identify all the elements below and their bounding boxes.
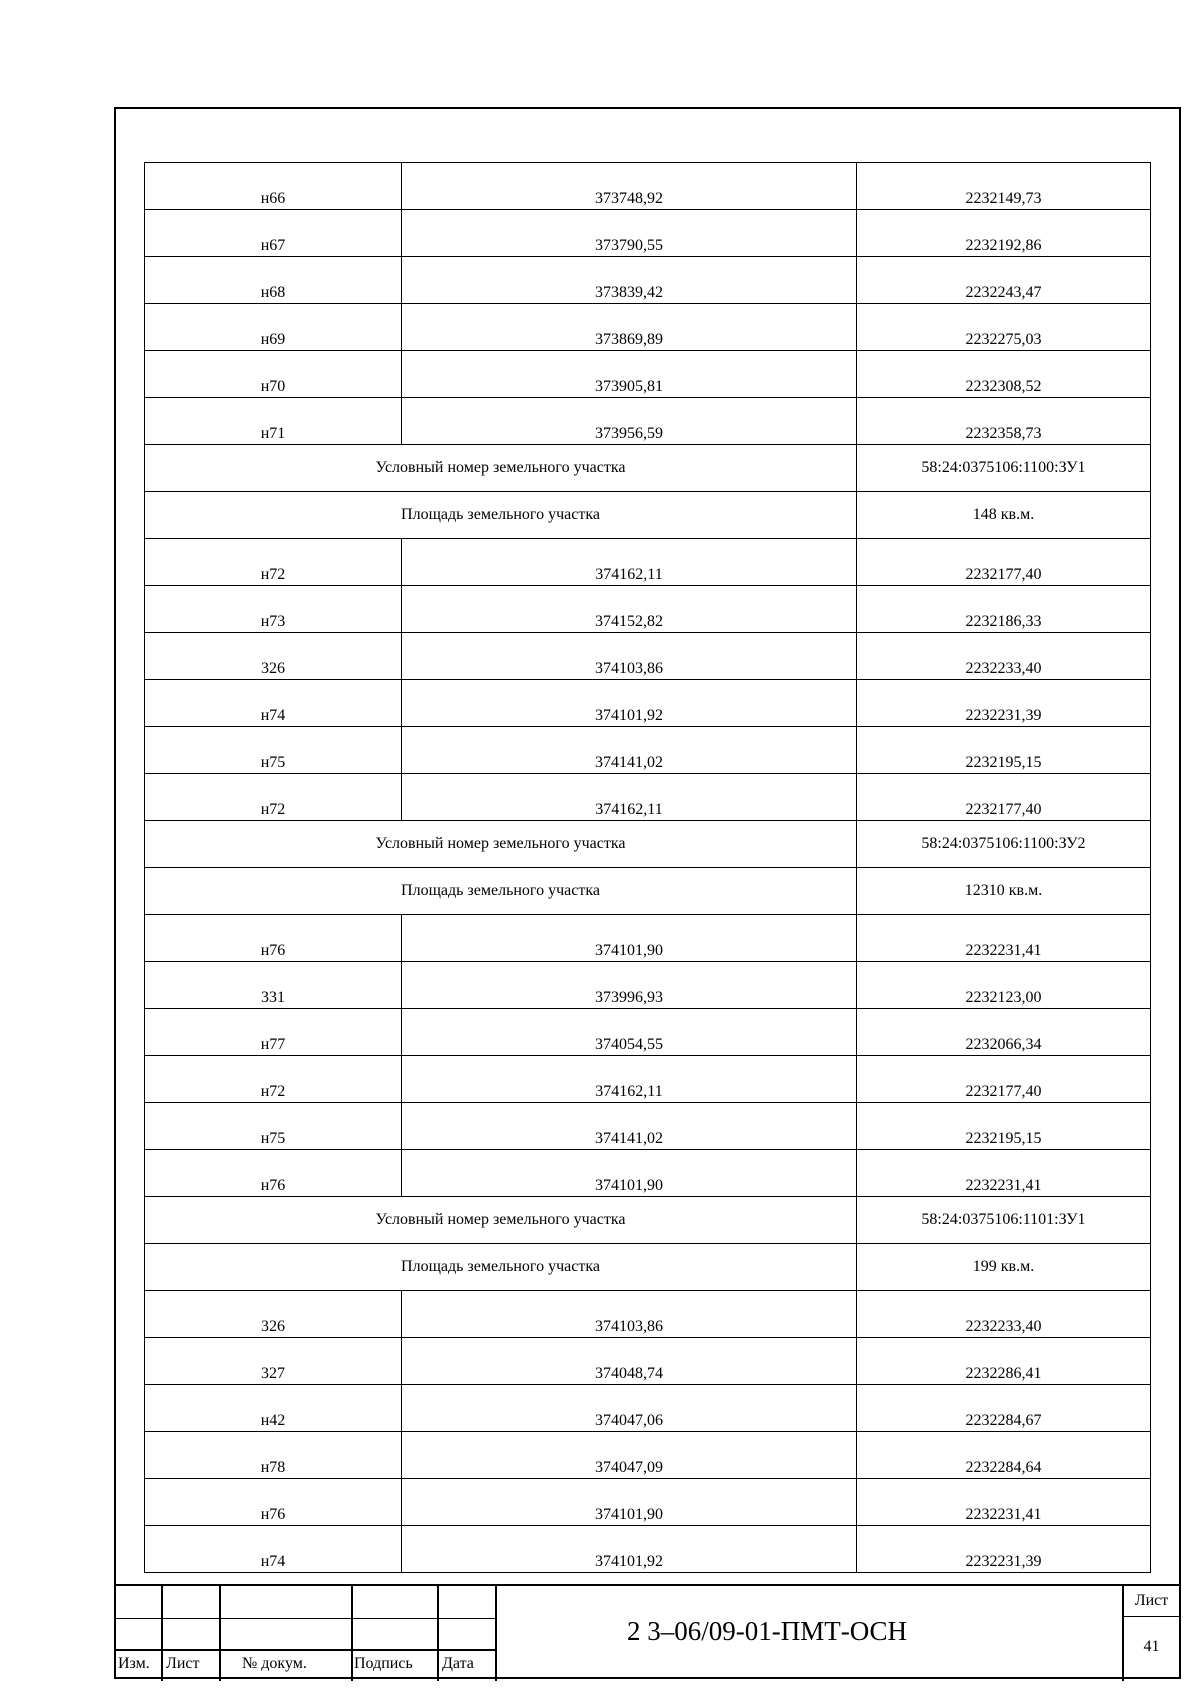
y-coordinate-cell [857, 210, 1151, 257]
y-coordinate-cell-text: 2232358,73 [965, 425, 1042, 442]
coordinate-row [145, 727, 1151, 774]
point-cell-text: н72 [260, 1083, 286, 1100]
y-coordinate-cell [857, 1009, 1151, 1056]
point-cell [145, 1103, 402, 1150]
point-cell-text: н76 [260, 1506, 286, 1523]
coordinate-row [145, 962, 1151, 1009]
x-coordinate-cell-text: 374162,11 [595, 566, 663, 583]
parcel-info-label [145, 1244, 857, 1291]
point-cell [145, 351, 402, 398]
coordinate-row [145, 680, 1151, 727]
x-coordinate-cell [402, 304, 857, 351]
parcel-info-row [145, 1197, 1151, 1244]
parcel-info-value [857, 1244, 1151, 1291]
point-cell-text: н67 [260, 237, 286, 254]
x-coordinate-cell-text: 374152,82 [595, 613, 663, 630]
point-cell [145, 1150, 402, 1197]
coordinate-row [145, 210, 1151, 257]
y-coordinate-cell-text: 2232231,41 [965, 942, 1042, 959]
coordinate-row [145, 1150, 1151, 1197]
y-coordinate-cell [857, 1385, 1151, 1432]
parcel-info-value [857, 868, 1151, 915]
x-coordinate-cell [402, 915, 857, 962]
point-cell [145, 257, 402, 304]
point-cell [145, 1385, 402, 1432]
y-coordinate-cell [857, 398, 1151, 445]
point-cell [145, 774, 402, 821]
point-cell-text: н72 [260, 801, 286, 818]
coordinate-row [145, 1291, 1151, 1338]
y-coordinate-cell [857, 586, 1151, 633]
parcel-info-value-text: 199 кв.м. [972, 1258, 1035, 1275]
sheet-number: 41 [1143, 1638, 1160, 1655]
point-cell [145, 727, 402, 774]
y-coordinate-cell [857, 1150, 1151, 1197]
y-coordinate-cell [857, 962, 1151, 1009]
y-coordinate-cell [857, 163, 1151, 210]
y-coordinate-cell-text: 2232284,64 [965, 1459, 1042, 1476]
point-cell-text: н71 [260, 425, 286, 442]
y-coordinate-cell-text: 2232177,40 [965, 1083, 1042, 1100]
point-cell [145, 915, 402, 962]
coordinate-row [145, 1385, 1151, 1432]
x-coordinate-cell [402, 962, 857, 1009]
point-cell [145, 304, 402, 351]
x-coordinate-cell-text: 374162,11 [595, 1083, 663, 1100]
coordinate-row [145, 1526, 1151, 1573]
coordinate-row [145, 163, 1151, 210]
stamp-label-signature: Подпись [354, 1655, 413, 1672]
point-cell-text: н69 [260, 331, 286, 348]
parcel-info-value-text: 58:24:0375106:1101:ЗУ1 [921, 1211, 1086, 1228]
point-cell [145, 163, 402, 210]
parcel-info-row [145, 492, 1151, 539]
y-coordinate-cell-text: 2232177,40 [965, 801, 1042, 818]
y-coordinate-cell [857, 680, 1151, 727]
point-cell [145, 1338, 402, 1385]
point-cell [145, 539, 402, 586]
coordinate-row [145, 1056, 1151, 1103]
x-coordinate-cell-text: 374101,90 [595, 942, 663, 959]
x-coordinate-cell [402, 1009, 857, 1056]
point-cell-text: н68 [260, 284, 286, 301]
parcel-info-label-text: Площадь земельного участка [401, 882, 600, 899]
point-cell-text: н76 [260, 942, 286, 959]
x-coordinate-cell [402, 1291, 857, 1338]
y-coordinate-cell-text: 2232243,47 [965, 284, 1042, 301]
title-block [114, 1584, 1181, 1679]
x-coordinate-cell [402, 398, 857, 445]
point-cell [145, 680, 402, 727]
coordinate-row [145, 304, 1151, 351]
point-cell [145, 1056, 402, 1103]
parcel-info-value [857, 821, 1151, 868]
x-coordinate-cell-text: 373905,81 [595, 378, 663, 395]
point-cell-text: н73 [260, 613, 286, 630]
stamp-label-change: Изм. [118, 1655, 150, 1672]
y-coordinate-cell [857, 1432, 1151, 1479]
point-cell-text: н75 [260, 754, 286, 771]
x-coordinate-cell-text: 374101,90 [595, 1177, 663, 1194]
parcel-info-value [857, 492, 1151, 539]
point-cell [145, 633, 402, 680]
x-coordinate-cell [402, 351, 857, 398]
point-cell-text: н66 [260, 190, 286, 207]
point-cell-text: 326 [261, 660, 285, 677]
point-cell [145, 962, 402, 1009]
y-coordinate-cell-text: 2232231,41 [965, 1177, 1042, 1194]
coordinate-row [145, 539, 1151, 586]
x-coordinate-cell [402, 586, 857, 633]
point-cell-text: н42 [260, 1412, 286, 1429]
x-coordinate-cell-text: 374162,11 [595, 801, 663, 818]
x-coordinate-cell [402, 1150, 857, 1197]
x-coordinate-cell [402, 680, 857, 727]
sheet-label: Лист [1134, 1592, 1169, 1609]
y-coordinate-cell [857, 774, 1151, 821]
x-coordinate-cell [402, 210, 857, 257]
parcel-info-label-text: Площадь земельного участка [401, 1258, 600, 1275]
parcel-info-row [145, 1244, 1151, 1291]
point-cell-text: н72 [260, 566, 286, 583]
x-coordinate-cell-text: 374054,55 [595, 1036, 663, 1053]
x-coordinate-cell-text: 374047,09 [595, 1459, 663, 1476]
point-cell-text: н77 [260, 1036, 286, 1053]
x-coordinate-cell [402, 774, 857, 821]
coordinate-row [145, 257, 1151, 304]
stamp-label-doc-number: № докум. [242, 1655, 307, 1672]
point-cell [145, 1009, 402, 1056]
y-coordinate-cell-text: 2232192,86 [965, 237, 1042, 254]
x-coordinate-cell [402, 539, 857, 586]
x-coordinate-cell-text: 374103,86 [595, 1318, 663, 1335]
x-coordinate-cell-text: 374048,74 [595, 1365, 663, 1382]
y-coordinate-cell-text: 2232275,03 [965, 331, 1042, 348]
document-code: 2 3–06/09-01-ПМТ-ОСН [626, 1616, 908, 1646]
parcel-info-value [857, 445, 1151, 492]
x-coordinate-cell [402, 1056, 857, 1103]
y-coordinate-cell-text: 2232284,67 [965, 1412, 1042, 1429]
x-coordinate-cell [402, 163, 857, 210]
y-coordinate-cell [857, 1479, 1151, 1526]
parcel-info-value-text: 148 кв.м. [972, 506, 1035, 523]
parcel-info-value-text: 58:24:0375106:1100:ЗУ1 [921, 459, 1086, 476]
y-coordinate-cell [857, 351, 1151, 398]
parcel-info-value-text: 58:24:0375106:1100:ЗУ2 [921, 835, 1086, 852]
y-coordinate-cell-text: 2232231,41 [965, 1506, 1042, 1523]
coordinate-row [145, 398, 1151, 445]
y-coordinate-cell [857, 915, 1151, 962]
x-coordinate-cell [402, 633, 857, 680]
coordinate-row [145, 351, 1151, 398]
x-coordinate-cell [402, 727, 857, 774]
y-coordinate-cell-text: 2232149,73 [965, 190, 1042, 207]
coordinate-row [145, 1338, 1151, 1385]
x-coordinate-cell [402, 1479, 857, 1526]
point-cell-text: н78 [260, 1459, 286, 1476]
x-coordinate-cell [402, 1432, 857, 1479]
x-coordinate-cell [402, 1526, 857, 1573]
y-coordinate-cell [857, 633, 1151, 680]
parcel-info-label [145, 821, 857, 868]
y-coordinate-cell-text: 2232123,00 [965, 989, 1042, 1006]
y-coordinate-cell [857, 304, 1151, 351]
parcel-info-label [145, 492, 857, 539]
point-cell-text: н75 [260, 1130, 286, 1147]
coordinate-row [145, 1009, 1151, 1056]
y-coordinate-cell-text: 2232231,39 [965, 1553, 1042, 1570]
point-cell-text: 331 [261, 989, 285, 1006]
x-coordinate-cell-text: 374101,92 [595, 707, 663, 724]
y-coordinate-cell-text: 2232066,34 [965, 1036, 1042, 1053]
y-coordinate-cell-text: 2232231,39 [965, 707, 1042, 724]
x-coordinate-cell-text: 373790,55 [595, 237, 663, 254]
x-coordinate-cell-text: 374101,92 [595, 1553, 663, 1570]
x-coordinate-cell-text: 374103,86 [595, 660, 663, 677]
x-coordinate-cell-text: 373748,92 [595, 190, 663, 207]
coordinate-row [145, 1103, 1151, 1150]
coordinate-row [145, 1432, 1151, 1479]
point-cell [145, 586, 402, 633]
x-coordinate-cell [402, 1338, 857, 1385]
y-coordinate-cell-text: 2232195,15 [965, 754, 1042, 771]
y-coordinate-cell-text: 2232186,33 [965, 613, 1042, 630]
x-coordinate-cell-text: 373839,42 [595, 284, 663, 301]
y-coordinate-cell [857, 257, 1151, 304]
parcel-info-row [145, 445, 1151, 492]
y-coordinate-cell-text: 2232233,40 [965, 1318, 1042, 1335]
y-coordinate-cell [857, 1338, 1151, 1385]
coordinate-row [145, 1479, 1151, 1526]
parcel-info-label-text: Условный номер земельного участка [375, 1211, 626, 1228]
coordinates-table [144, 162, 1151, 1573]
parcel-info-label [145, 868, 857, 915]
point-cell [145, 398, 402, 445]
y-coordinate-cell [857, 1526, 1151, 1573]
parcel-info-label-text: Условный номер земельного участка [375, 459, 626, 476]
y-coordinate-cell-text: 2232286,41 [965, 1365, 1042, 1382]
y-coordinate-cell-text: 2232308,52 [965, 378, 1042, 395]
point-cell [145, 1526, 402, 1573]
parcel-info-label [145, 1197, 857, 1244]
parcel-info-value [857, 1197, 1151, 1244]
x-coordinate-cell [402, 1103, 857, 1150]
x-coordinate-cell-text: 373956,59 [595, 425, 663, 442]
x-coordinate-cell-text: 374047,06 [595, 1412, 663, 1429]
parcel-info-label-text: Площадь земельного участка [401, 506, 600, 523]
point-cell-text: н74 [260, 1553, 286, 1570]
x-coordinate-cell-text: 374101,90 [595, 1506, 663, 1523]
y-coordinate-cell [857, 539, 1151, 586]
x-coordinate-cell-text: 373996,93 [595, 989, 663, 1006]
point-cell [145, 210, 402, 257]
stamp-label-date: Дата [442, 1655, 474, 1672]
y-coordinate-cell-text: 2232195,15 [965, 1130, 1042, 1147]
y-coordinate-cell [857, 727, 1151, 774]
x-coordinate-cell-text: 373869,89 [595, 331, 663, 348]
point-cell [145, 1479, 402, 1526]
x-coordinate-cell-text: 374141,02 [595, 754, 663, 771]
parcel-info-value-text: 12310 кв.м. [964, 882, 1043, 899]
point-cell-text: н74 [260, 707, 286, 724]
parcel-info-row [145, 868, 1151, 915]
coordinate-row [145, 633, 1151, 680]
coordinate-row [145, 915, 1151, 962]
point-cell [145, 1432, 402, 1479]
x-coordinate-cell-text: 374141,02 [595, 1130, 663, 1147]
point-cell [145, 1291, 402, 1338]
x-coordinate-cell [402, 1385, 857, 1432]
coordinate-row [145, 586, 1151, 633]
y-coordinate-cell [857, 1291, 1151, 1338]
stamp-label-sheet: Лист [166, 1655, 200, 1672]
point-cell-text: 326 [261, 1318, 285, 1335]
point-cell-text: н76 [260, 1177, 286, 1194]
x-coordinate-cell [402, 257, 857, 304]
y-coordinate-cell [857, 1056, 1151, 1103]
point-cell-text: 327 [261, 1365, 285, 1382]
y-coordinate-cell-text: 2232177,40 [965, 566, 1042, 583]
y-coordinate-cell [857, 1103, 1151, 1150]
y-coordinate-cell-text: 2232233,40 [965, 660, 1042, 677]
coordinate-row [145, 774, 1151, 821]
point-cell-text: н70 [260, 378, 286, 395]
parcel-info-label [145, 445, 857, 492]
parcel-info-label-text: Условный номер земельного участка [375, 835, 626, 852]
parcel-info-row [145, 821, 1151, 868]
